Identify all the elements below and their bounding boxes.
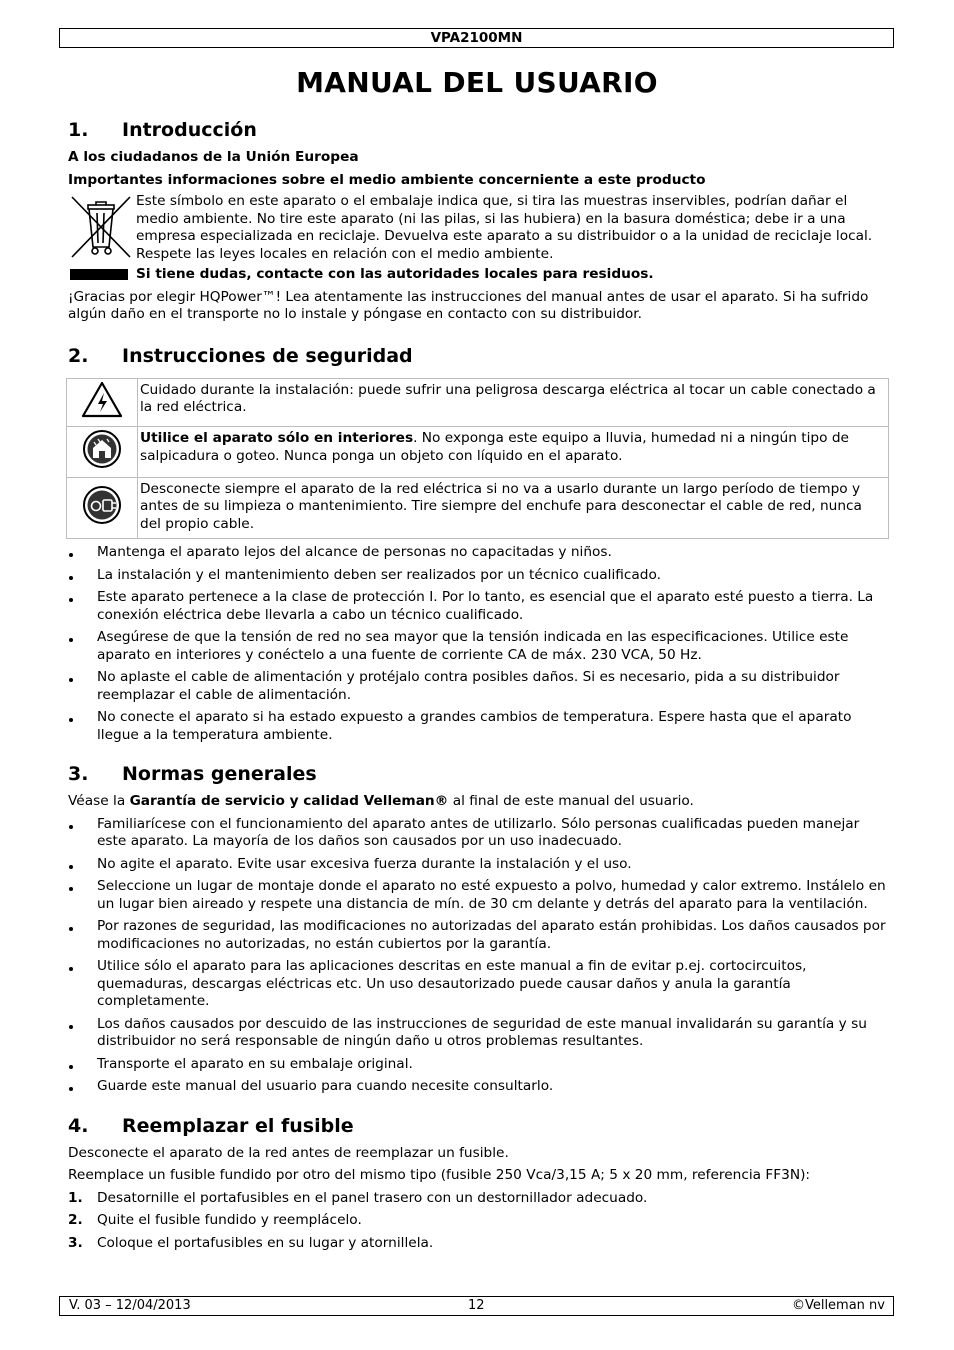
env-heading: Importantes informaciones sobre el medio ambiente concerniente a este producto	[68, 171, 706, 188]
section-heading-safety	[68, 343, 890, 369]
crossed-bin-icon	[68, 193, 134, 261]
section-title: Instrucciones de seguridad	[122, 344, 413, 367]
list-item: No agite el aparato. Evite usar excesiva fuerza durante la instalación y el uso.	[68, 856, 890, 874]
step-number: 3.	[68, 1234, 83, 1251]
safety-text: . No exponga este equipo a lluvia, humedad ni a ningún tipo de salpicadura o goteo. Nunca ponga un objeto con líquido en el aparato.	[140, 430, 849, 464]
warranty-reference: Garantía de servicio y calidad Velleman®	[129, 793, 449, 809]
list-item: Utilice sólo el aparato para las aplicaciones descritas en este manual a fin de evitar p.ej. cortocircuitos, quemaduras, descargas eléctricas etc. Un uso desautorizado puede causar daños y anula la garantía completamente.	[68, 958, 890, 1011]
footer-copyright: ©Velleman nv	[791, 1298, 885, 1313]
list-item: Transporte el aparato en su embalaje original.	[68, 1056, 890, 1074]
safety-row	[67, 477, 889, 539]
list-item: Mantenga el aparato lejos del alcance de personas no capacitadas y niños.	[68, 544, 890, 562]
section-number: 2.	[68, 344, 89, 367]
footer	[59, 1296, 894, 1316]
header-model: VPA2100MN	[59, 28, 894, 48]
fuse-paragraph: Reemplace un fusible fundido por otro del mismo tipo (fusible 250 Vca/3,15 A; 5 x 20 mm, referencia FF3N):	[68, 1167, 811, 1183]
safety-bold-text: Utilice el aparato sólo en interiores	[140, 430, 414, 446]
step-item	[68, 1212, 890, 1230]
weee-notice	[68, 266, 890, 284]
indoor-use-only-icon	[82, 429, 122, 469]
section-number: 1.	[68, 119, 89, 141]
list-item: No aplaste el cable de alimentación y protéjalo contra posibles daños. Si es necesario, pida a su distribuidor reemplazar el cable de alimentación.	[68, 669, 890, 704]
general-intro-pre: Véase la	[68, 793, 130, 809]
list-item: Familiarícese con el funcionamiento del aparato antes de utilizarlo. Sólo personas cualificadas pueden manejar este aparato. La mayoría de los daños son causados por un uso inadecuado.	[68, 816, 890, 851]
section-title: Introducción	[122, 119, 257, 141]
thanks-text: ¡Gracias por elegir HQPower™! Lea atentamente las instrucciones del manual antes de usar el aparato. Si ha sufrido algún daño en el transporte no lo instale y póngase en contacto con su distribuidor.	[68, 288, 869, 322]
fuse-steps	[68, 1190, 890, 1253]
safety-icon-cell	[67, 427, 138, 478]
safety-text-cell	[138, 378, 889, 427]
safety-text-cell	[138, 427, 889, 478]
section-title: Reemplazar el fusible	[122, 1114, 354, 1137]
safety-bullet-list	[68, 544, 890, 744]
safety-table	[66, 378, 889, 540]
step-number: 2.	[68, 1212, 83, 1228]
list-item: Los daños causados por descuido de las instrucciones de seguridad de este manual invalidarán su garantía y su distribuidor no será responsable de ningún daño u otros problemas resultantes.	[68, 1016, 890, 1051]
safety-icon-cell	[67, 477, 138, 539]
step-item	[68, 1190, 890, 1208]
section-number: 3.	[68, 763, 89, 785]
page-title: MANUAL DEL USUARIO	[296, 66, 658, 99]
safety-text-cell	[138, 477, 889, 539]
content	[68, 117, 890, 1252]
general-intro-post: al final de este manual del usuario.	[448, 793, 694, 809]
list-item: Seleccione un lugar de montaje donde el aparato no esté expuesto a polvo, humedad y calor extremo. Instálelo en un lugar bien aireado y respete una distancia de mín. de 30 cm delante y detrás del aparato para la ventilación.	[68, 878, 890, 913]
list-item: La instalación y el mantenimiento deben ser realizados por un técnico cualificado.	[68, 567, 890, 585]
step-text: Quite el fusible fundido y reemplácelo.	[97, 1212, 362, 1228]
section-title: Normas generales	[122, 763, 317, 785]
section-heading-intro	[68, 117, 890, 143]
section-heading-fuse	[68, 1113, 890, 1139]
step-number: 1.	[68, 1189, 83, 1206]
step-item	[68, 1235, 890, 1253]
electric-shock-warning-icon	[81, 381, 123, 419]
footer-version: V. 03 – 12/04/2013	[69, 1298, 191, 1313]
list-item: Este aparato pertenece a la clase de protección I. Por lo tanto, es esencial que el aparato esté puesto a tierra. La conexión eléctrica debe llevarla a cabo un técnico cualificado.	[68, 589, 890, 624]
list-item: Asegúrese de que la tensión de red no sea mayor que la tensión indicada en las especificaciones. Utilice este aparato en interiores y conéctelo a una fuente de corriente CA de máx. 230 VCA, 50 Hz.	[68, 629, 890, 664]
fuse-paragraph: Desconecte el aparato de la red antes de reemplazar un fusible.	[68, 1144, 509, 1161]
safety-row	[67, 427, 889, 478]
weee-black-bar	[70, 269, 128, 280]
section-number: 4.	[68, 1114, 89, 1137]
weee-text: Este símbolo en este aparato o el embalaje indica que, si tira las muestras inservibles, podrían dañar el medio ambiente. No tire este aparato (ni las pilas, si las hubiera) en la basura doméstica; debe ir a una empresa especializada en reciclaje. Devuelva este aparato a su distribuidor o a la unidad de reciclaje local. Respete las leyes locales en relación con el medio ambiente.	[136, 193, 873, 262]
eu-heading: A los ciudadanos de la Unión Europea	[68, 149, 359, 165]
list-item: No conecte el aparato si ha estado expuesto a grandes cambios de temperatura. Espere hasta que el aparato llegue a la temperatura ambiente.	[68, 709, 890, 744]
list-item: Por razones de seguridad, las modificaciones no autorizadas del aparato están prohibidas. Los daños causados por modificaciones no autorizadas, no están cubiertos por la garantía.	[68, 918, 890, 953]
safety-text: Cuidado durante la instalación: puede sufrir una peligrosa descarga eléctrica al tocar un cable conectado a la red eléctrica.	[140, 381, 876, 415]
general-bullet-list	[68, 816, 890, 1096]
footer-page-number: 12	[468, 1298, 485, 1313]
step-text: Coloque el portafusibles en su lugar y atornillela.	[97, 1234, 434, 1251]
weee-bold-text: Si tiene dudas, contacte con las autoridades locales para residuos.	[136, 266, 654, 282]
step-text: Desatornille el portafusibles en el panel trasero con un destornillador adecuado.	[97, 1189, 648, 1206]
safety-text: Desconecte siempre el aparato de la red eléctrica si no va a usarlo durante un largo período de tiempo y antes de su limpieza o mantenimiento. Tire siempre del enchufe para desconectar el cable de red, nunca del propio cable.	[140, 480, 862, 532]
general-intro	[68, 793, 890, 811]
section-heading-general	[68, 761, 890, 787]
safety-row	[67, 378, 889, 427]
unplug-icon	[82, 485, 122, 525]
weee-block	[68, 193, 890, 263]
safety-icon-cell	[67, 378, 138, 427]
list-item: Guarde este manual del usuario para cuando necesite consultarlo.	[68, 1078, 890, 1096]
